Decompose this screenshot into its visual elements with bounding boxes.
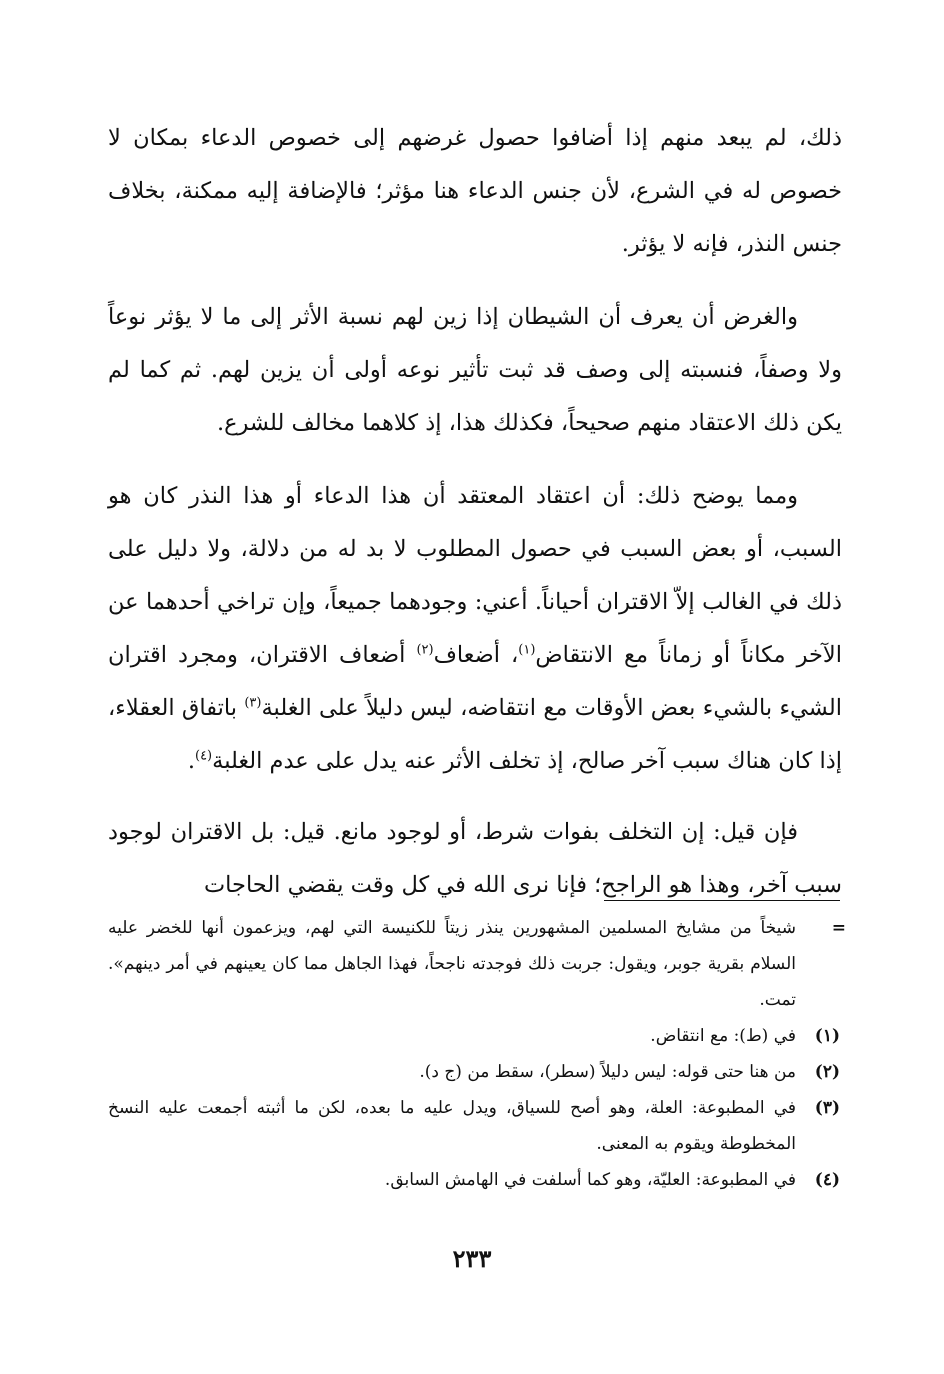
footnote-ref-2[interactable]: (٢) bbox=[416, 642, 434, 658]
paragraph-1: ذلك، لم يبعد منهم إذا أضافوا حصول غرضهم إلى خصوص الدعاء بمكان لا خصوص له في الشرع، لأن جنس الدعاء هنا مؤثر؛ فالإضافة إليه ممكنة، بخلاف جنس النذر، فإنه لا يؤثر. bbox=[108, 125, 842, 257]
footnote-1-text: في (ط): مع انتقاض. bbox=[650, 1026, 796, 1046]
footnote-2 bbox=[108, 1054, 840, 1090]
footnote-continuation bbox=[108, 910, 846, 1018]
paragraph-2: والغرض أن يعرف أن الشيطان إذا زين لهم نسبة الأثر إلى ما لا يؤثر نوعاً ولا وصفاً، فنسبته إلى وصف قد ثبت تأثير نوعه أولى أن يزين لهم. ثم كما لم يكن ذلك الاعتقاد منهم صحيحاً، فكذلك هذا، إذ كلاهما مخالف للشرع. bbox=[108, 304, 842, 436]
footnote-1-mark: (١) bbox=[814, 1026, 840, 1046]
footnote-ref-1[interactable]: (١) bbox=[518, 642, 536, 658]
footnote-ref-3[interactable]: (٣) bbox=[244, 695, 262, 711]
paragraph-3-text-c: أضعاف الاقتران، ومجرد اقتران الشيء بالشيء بعض الأوقات مع انتقاضه، ليس دليلاً على الغلبة bbox=[108, 642, 842, 721]
footnote-4-text: في المطبوعة: العليّة، وهو كما أسلفت في الهامش السابق. bbox=[384, 1170, 796, 1190]
paragraph-4: فإن قيل: إن التخلف بفوات شرط، أو لوجود مانع. قيل: بل الاقتران لوجود سبب آخر، وهذا هو الراجح؛ فإنا نرى الله في كل وقت يقضي الحاجات bbox=[108, 819, 842, 898]
continuation-mark: = bbox=[831, 918, 846, 938]
footnote-2-text: من هنا حتى قوله: ليس دليلاً (سطر)، سقط من (ج د). bbox=[419, 1062, 796, 1082]
footnote-divider bbox=[604, 900, 840, 901]
footnote-4 bbox=[108, 1162, 840, 1198]
footnote-2-mark: (٢) bbox=[814, 1062, 840, 1082]
footnote-3 bbox=[108, 1090, 840, 1162]
footnote-ref-4[interactable]: (٤) bbox=[194, 748, 213, 764]
footnote-continuation-text: شيخاً من مشايخ المسلمين المشهورين ينذر زيتاً للكنيسة التي لهم، ويزعمون أنها للخضر عليه السلام بقرية جوبر، ويقول: جربت ذلك فوجدته ناجحاً، فهذا الجاهل مما كان يعينهم في أمر دينهم». تمت. bbox=[108, 918, 796, 1010]
footnote-3-mark: (٣) bbox=[814, 1098, 840, 1118]
paragraph-3-text-e: . bbox=[187, 748, 195, 774]
main-text bbox=[108, 112, 842, 912]
paragraph-3-text-a: ومما يوضح ذلك: أن اعتقاد المعتقد أن هذا الدعاء أو هذا النذر كان هو السبب، أو بعض السبب في حصول المطلوب لا بد له من دلالة، ولا دليل على ذلك في الغالب إلاّ الاقتران أحياناً. أعني: وجودهما جميعاً، وإن تراخي أحدهما عن الآخر مكاناً أو زماناً مع الانتقاض bbox=[108, 483, 842, 668]
paragraph-3-text-b: ، أضعاف bbox=[433, 642, 519, 668]
paragraph-3-text-d: باتفاق العقلاء، إذا كان هناك سبب آخر صالح، إذ تخلف الأثر عنه يدل على عدم الغلبة bbox=[108, 695, 842, 774]
paragraph-3 bbox=[108, 470, 842, 788]
footnotes bbox=[108, 910, 846, 1198]
page-number: ٢٣٣ bbox=[452, 1244, 492, 1273]
footnote-4-mark: (٤) bbox=[814, 1170, 840, 1190]
footnote-1 bbox=[108, 1018, 840, 1054]
footnote-3-text: في المطبوعة: العلة، وهو أصح للسياق، ويدل عليه ما بعده، لكن ما أثبته أجمعت عليه النسخ المخطوطة ويقوم به المعنى. bbox=[108, 1098, 796, 1154]
